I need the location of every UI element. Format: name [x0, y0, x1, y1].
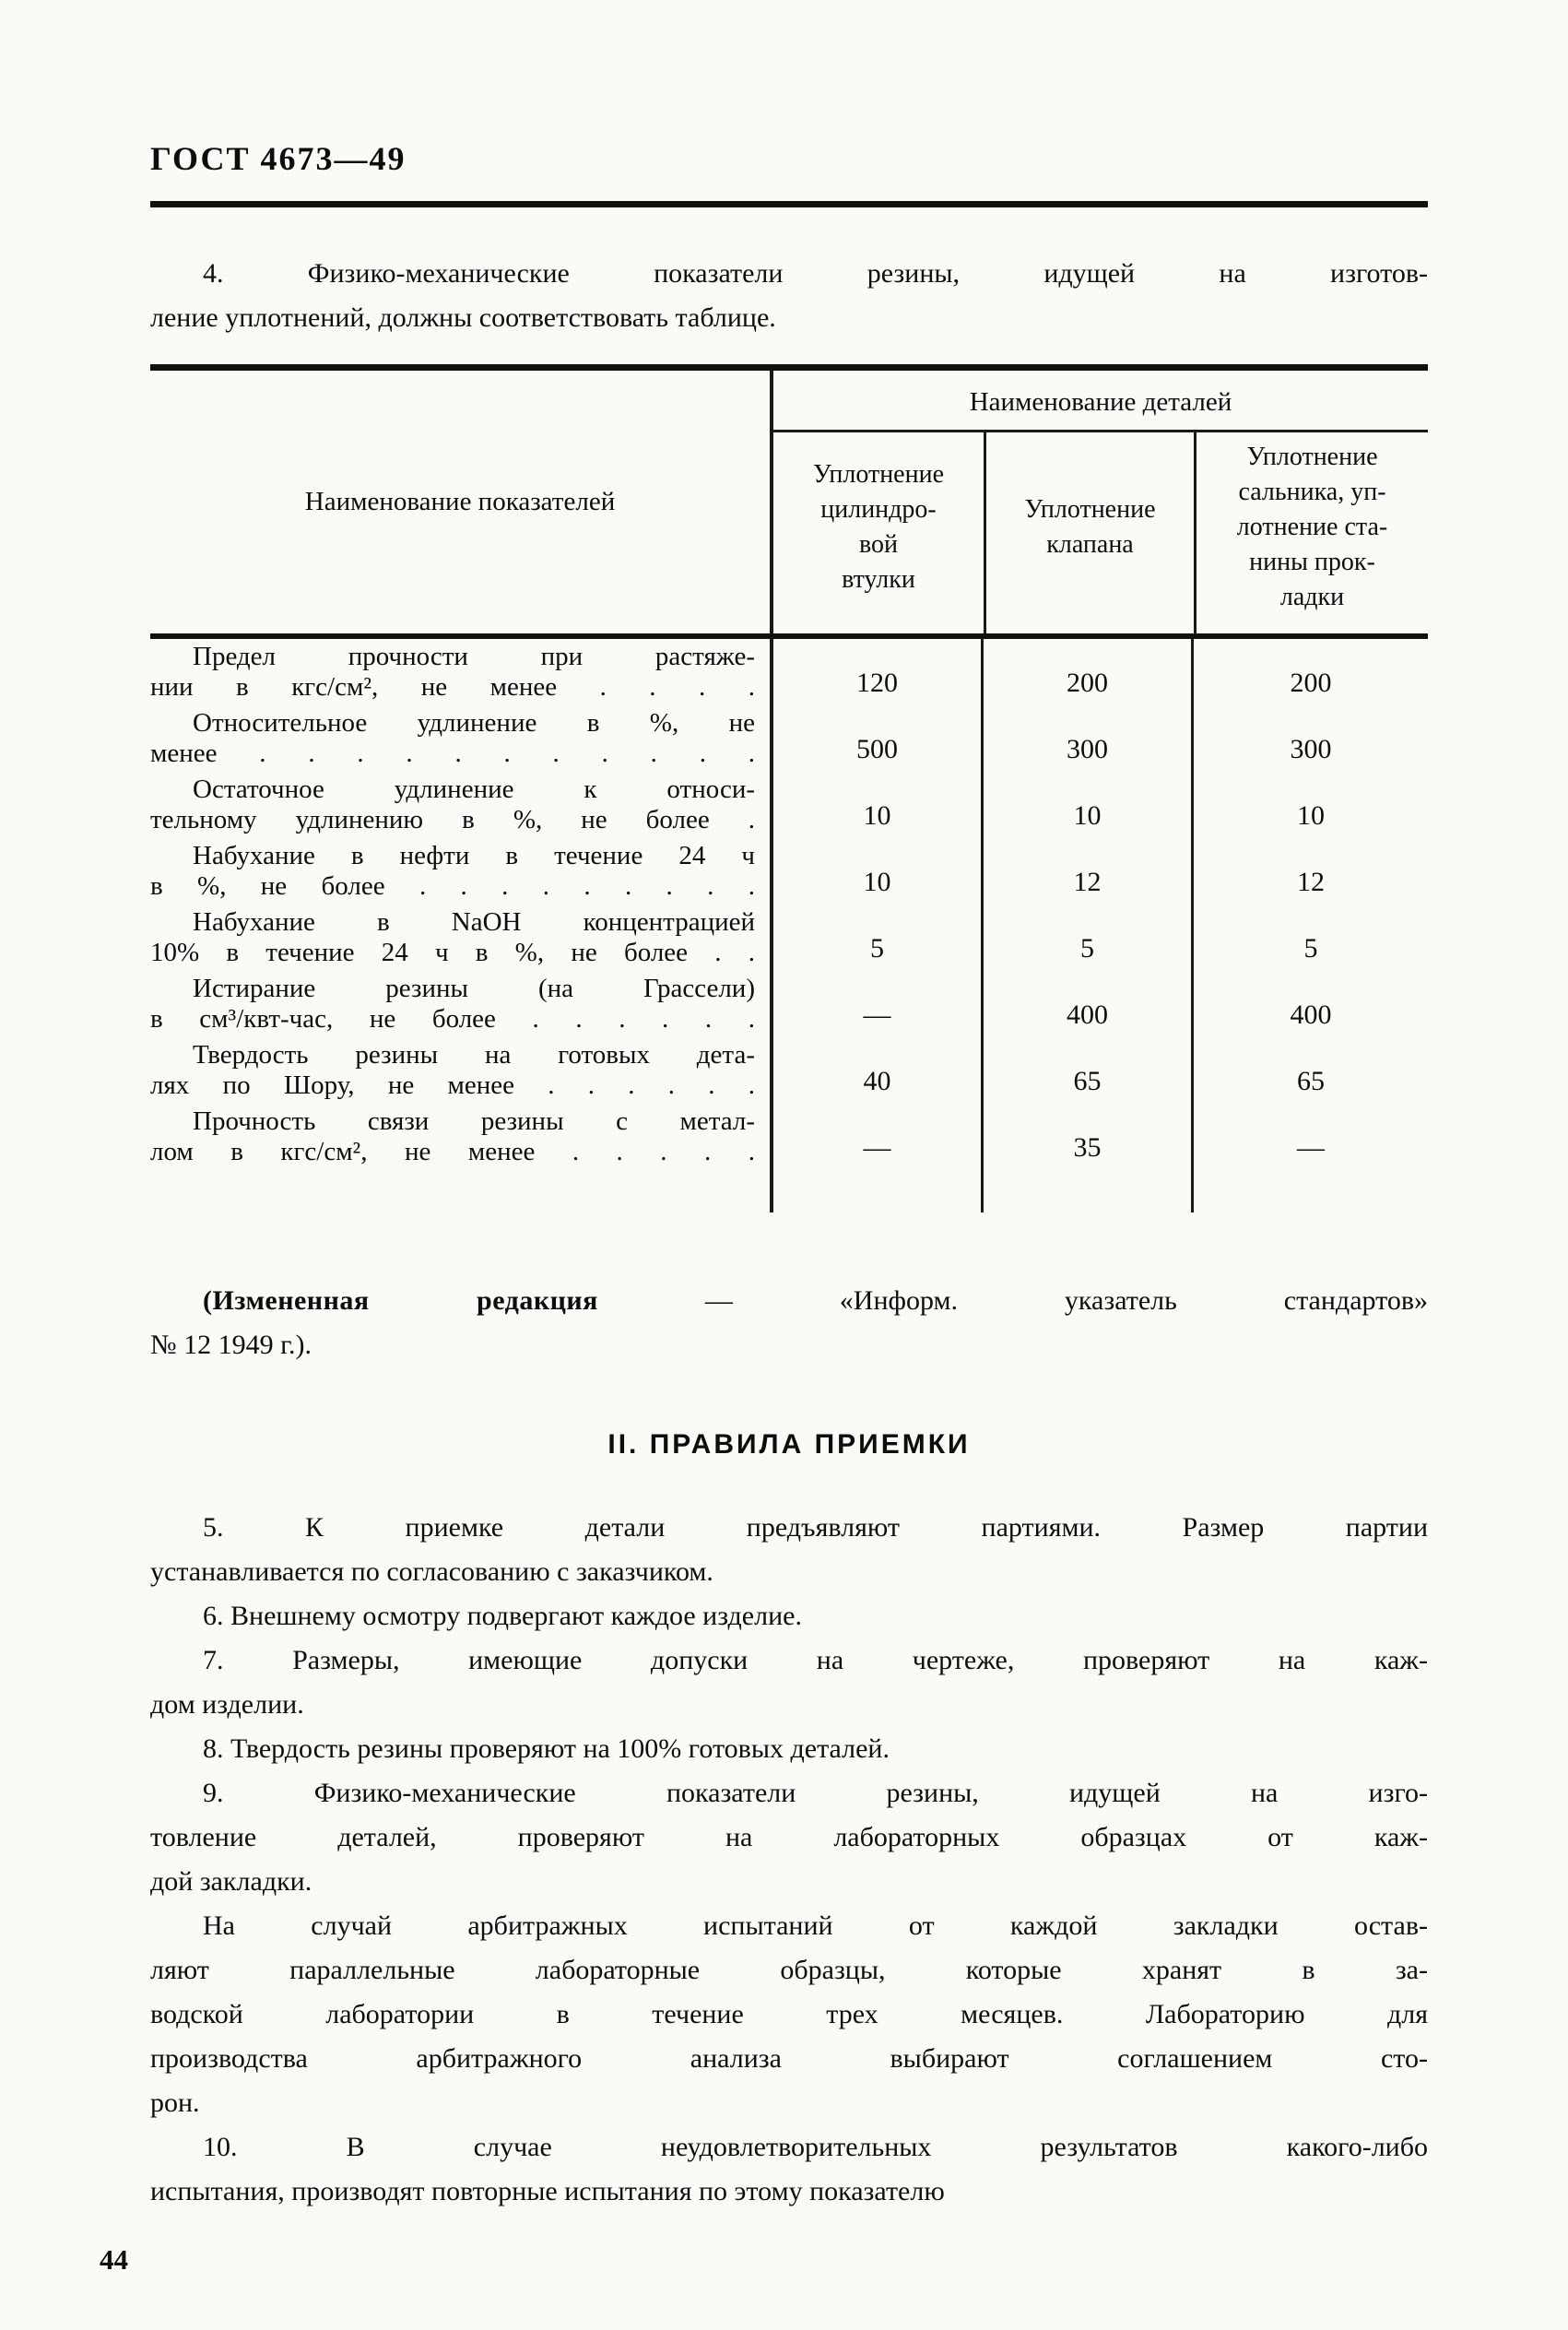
row-value: 5 — [773, 905, 984, 971]
row-value: 200 — [984, 639, 1194, 705]
row-label: Твердость резины на готовых дета- лях по Шору, не менее . . . . . . — [150, 1037, 773, 1104]
table-row — [150, 971, 1428, 1037]
row-label: Набухание в NaOH концентрацией 10% в течение 24 ч в %, не более . . — [150, 905, 773, 971]
doc-code: ГОСТ 4673—49 — [150, 140, 407, 177]
row-value: 300 — [984, 705, 1194, 772]
details-span-header: Наименование деталей — [773, 371, 1428, 432]
table-row — [150, 838, 1428, 905]
note-line-2: № 12 1949 г.). — [150, 1330, 312, 1360]
indicator-column-header: Наименование показателей — [150, 371, 773, 633]
row-value: 300 — [1290, 734, 1332, 764]
row-value: 12 — [1297, 867, 1325, 897]
row-value: 10 — [984, 772, 1194, 838]
row-value: — — [1297, 1132, 1325, 1163]
subcol-header-valve: Уплотнение клапана — [984, 432, 1194, 633]
intro-paragraph: 4. Физико-механические показатели резины, идущей на изготов- ление уплотнений, должны соответствовать таблице. — [150, 258, 1428, 333]
note-line-1 — [150, 1279, 1428, 1323]
row-label: Относительное удлинение в %, не менее . . . . . . . . . . . — [150, 705, 773, 772]
row-value: 400 — [1290, 999, 1332, 1030]
row-value: 10 — [1297, 800, 1325, 831]
table-row — [150, 1104, 1428, 1170]
details-subheaders — [773, 432, 1428, 633]
row-value: 35 — [984, 1104, 1194, 1170]
row-value: 200 — [1290, 668, 1332, 698]
row-label: Предел прочности при растяже- нии в кгс/см², не менее . . . . — [150, 639, 773, 705]
section-heading: II. ПРАВИЛА ПРИЕМКИ — [607, 1429, 971, 1460]
row-value: 10 — [773, 838, 984, 905]
row-value: 65 — [1297, 1066, 1325, 1096]
note-bold-text: (Измененная редакция — [203, 1285, 598, 1316]
table-header — [150, 371, 1428, 639]
row-label: Истирание резины (на Грассели) в см³/квт-час, не более . . . . . . — [150, 971, 773, 1037]
row-value: 10 — [773, 772, 984, 838]
row-value: 40 — [773, 1037, 984, 1104]
row-value: 12 — [984, 838, 1194, 905]
paragraph-10: 10. В случае неудовлетворительных результатов какого-либо испытания, производят повторные испытания по этому показателю — [150, 2132, 1428, 2206]
row-value: 5 — [1303, 933, 1318, 964]
row-value: — — [773, 1104, 984, 1170]
table-row — [150, 905, 1428, 971]
paragraph-5: 5. К приемке детали предъявляют партиями. Размер партии устанавливается по согласованию с заказчиком. — [150, 1512, 1428, 1587]
page-number: 44 — [100, 2243, 128, 2276]
properties-table — [150, 364, 1428, 1212]
details-header-group — [773, 371, 1428, 633]
table-row — [150, 639, 1428, 705]
note-regular-text: — «Информ. указатель стандартов» — [597, 1285, 1428, 1316]
paragraph-9: 9. Физико-механические показатели резины, идущей на изго- товление деталей, проверяют на лабораторных образцах от каж- дой закладки. — [150, 1778, 1428, 1897]
paragraph-9-continued: На случай арбитражных испытаний от каждой закладки остав- ляют параллельные лабораторные образцы, которые хранят в за- водской лаборатории в течение трех месяцев. Лабораторию для производства арбитражного анализа выбирают соглашением сто- рон. — [150, 1910, 1428, 2118]
paragraph-8: 8. Твердость резины проверяют на 100% готовых деталей. — [203, 1733, 890, 1764]
row-label: Остаточное удлинение к относи- тельному удлинению в %, не более . — [150, 772, 773, 838]
amendment-note — [150, 1279, 1428, 1367]
header-rule — [150, 201, 1428, 207]
row-label: Прочность связи резины с метал- лом в кгс/см², не менее . . . . . — [150, 1104, 773, 1170]
row-label: Набухание в нефти в течение 24 ч в %, не более . . . . . . . . . — [150, 838, 773, 905]
row-value: 120 — [773, 639, 984, 705]
row-value: 65 — [984, 1037, 1194, 1104]
table-row — [150, 1037, 1428, 1104]
paragraph-7: 7. Размеры, имеющие допуски на чертеже, проверяют на каж- дом изделии. — [150, 1645, 1428, 1720]
subcol-header-sleeve: Уплотнение цилиндро- вой втулки — [813, 460, 944, 594]
row-value: 5 — [984, 905, 1194, 971]
table-row — [150, 705, 1428, 772]
row-value: 500 — [773, 705, 984, 772]
row-value: 400 — [984, 971, 1194, 1037]
subcol-header-gland: Уплотнение сальника, уп- лотнение ста- нины прок- ладки — [1194, 432, 1428, 633]
paragraph-6: 6. Внешнему осмотру подвергают каждое изделие. — [203, 1601, 802, 1631]
table-row — [150, 772, 1428, 838]
table-tail-rules — [150, 1170, 1428, 1212]
row-value: — — [773, 971, 984, 1037]
